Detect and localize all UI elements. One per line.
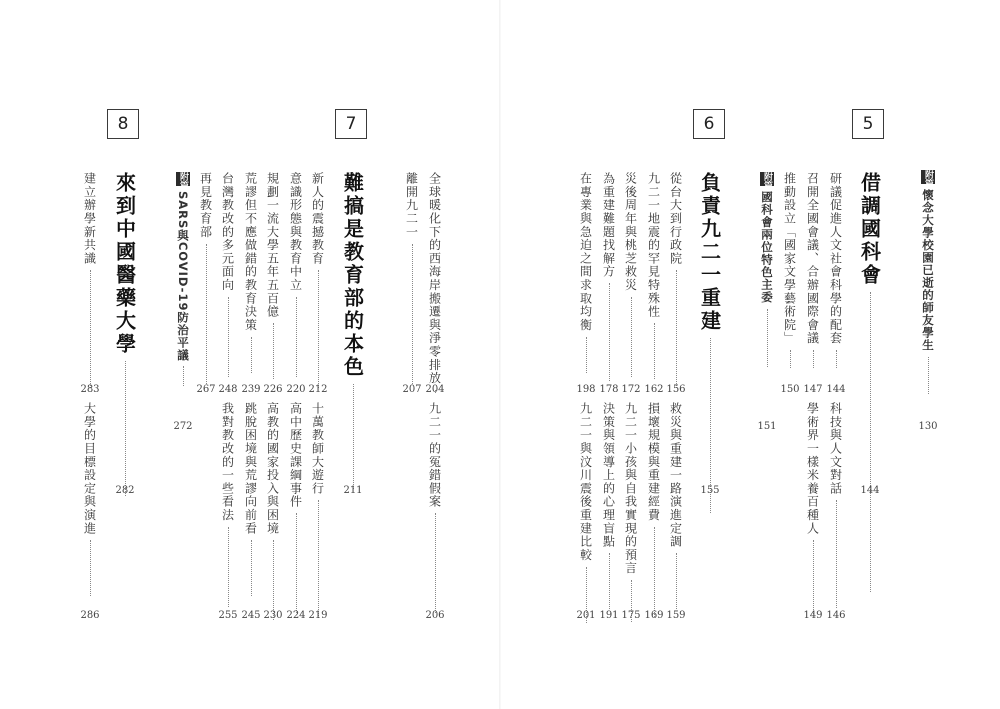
toc-entry-appendix-sars (173, 172, 193, 386)
page-number: 211 (343, 485, 363, 496)
dot-leader (790, 350, 791, 368)
page-number: 144 (826, 384, 846, 395)
entry-text: 離開九二一 (404, 172, 419, 239)
page-number: 201 (576, 610, 596, 621)
toc-entry (263, 172, 283, 379)
toc-entry (826, 172, 846, 368)
page-number: 198 (576, 384, 596, 395)
toc-entry (402, 172, 422, 384)
entry-text: 科技與人文對話 (828, 402, 843, 496)
toc-entry (803, 402, 823, 614)
dot-leader (125, 361, 126, 496)
chapter-number-8: 8 (107, 109, 139, 139)
toc-entry (803, 172, 823, 368)
toc-entry (308, 402, 328, 618)
dot-leader (318, 500, 319, 618)
entry-text: 荒謬但不應做錯的教育決策 (243, 172, 258, 332)
chapter-title-text: 難搞是教育部的本色 (340, 172, 365, 379)
page-number: 255 (218, 610, 238, 621)
chapter-title-text: 來到中國醫藥大學 (112, 172, 137, 356)
entry-text: 我對教改的一些看法 (220, 402, 235, 522)
entry-text: 災後周年與桃芝救災 (623, 172, 638, 292)
entry-text: 規劃一流大學五年五百億 (265, 172, 280, 319)
dot-leader (435, 513, 436, 613)
entry-text: 全球暖化下的西海岸搬遷與淨零排放 (427, 172, 442, 385)
dot-leader (296, 297, 297, 377)
toc-entry (263, 402, 283, 620)
chapter-number-5: 5 (852, 109, 884, 139)
toc-entry (241, 172, 261, 373)
entry-text: 跳脫困境與荒謬向前看 (243, 402, 258, 535)
toc-entry (644, 402, 664, 617)
page-number: 172 (621, 384, 641, 395)
toc-entry (286, 172, 306, 377)
toc-entry (621, 172, 641, 377)
entry-text: 學術界一樣米養百種人 (805, 402, 820, 535)
toc-entry (425, 402, 445, 613)
toc-entry (780, 172, 800, 368)
page-number: 151 (757, 421, 777, 432)
page-number: 224 (286, 610, 306, 621)
chapter-title-text: 借調國科會 (857, 172, 882, 287)
toc-entry (80, 402, 100, 596)
page-fold (499, 0, 501, 709)
entry-text: 建立辦學新共識 (82, 172, 97, 266)
dot-leader (412, 244, 413, 384)
page-number: 283 (80, 384, 100, 395)
chapter-number-6: 6 (693, 109, 725, 139)
dot-leader (631, 297, 632, 377)
toc-entry (218, 402, 238, 607)
entry-text: 九二一的冤錯假案 (427, 402, 442, 509)
entry-text: 意識形態與教育中立 (288, 172, 303, 292)
dot-leader (654, 527, 655, 617)
page-number: 239 (241, 384, 261, 395)
toc-entry (241, 402, 261, 596)
entry-text: 從台大到行政院 (668, 172, 683, 266)
toc-entry (599, 402, 619, 609)
chapter-8-title (112, 172, 137, 496)
dot-leader (870, 292, 871, 592)
page-number: 169 (644, 610, 664, 621)
page-number: 272 (173, 421, 193, 432)
toc-entry (576, 402, 596, 623)
page-number: 245 (241, 610, 261, 621)
entry-text: 研議促進人文社會科學的配套 (828, 172, 843, 345)
dot-leader (251, 540, 252, 596)
dot-leader (609, 283, 610, 381)
entry-text: 在專業與急迫之間求取均衡 (578, 172, 593, 332)
page-number: 175 (621, 610, 641, 621)
appendix-tag: 附篇 (923, 170, 933, 188)
entry-text: 九二一小孩與自我實現的預言 (623, 402, 638, 575)
toc-entry (218, 172, 238, 377)
page-number: 144 (860, 485, 880, 496)
dot-leader (251, 337, 252, 373)
entry-text: 懷念大學校園已逝的師友學生 (921, 189, 935, 352)
dot-leader (273, 323, 274, 379)
dot-leader (676, 270, 677, 388)
entry-text: 為重建難題找解方 (601, 172, 616, 279)
toc-entry (80, 172, 100, 388)
page-number: 212 (308, 384, 328, 395)
dot-leader (318, 270, 319, 388)
toc-entry (576, 172, 596, 373)
entry-text: 大學的目標設定與演進 (82, 402, 97, 535)
entry-text: 高教的國家投入與困境 (265, 402, 280, 535)
entry-text: 新人的震撼教育 (310, 172, 325, 266)
page-number: 149 (803, 610, 823, 621)
page-number: 155 (700, 485, 720, 496)
page-number: 226 (263, 384, 283, 395)
entry-text: 決策與領導上的心理盲點 (601, 402, 616, 549)
dot-leader (90, 540, 91, 596)
entry-text: 再見教育部 (198, 172, 213, 239)
chapter-6-title (697, 172, 722, 513)
page-number: 219 (308, 610, 328, 621)
entry-text: 損壞規模與重建經費 (646, 402, 661, 522)
dot-leader (183, 366, 184, 386)
page-number: 162 (644, 384, 664, 395)
dot-leader (813, 540, 814, 614)
dot-leader (586, 337, 587, 373)
page-number: 150 (780, 384, 800, 395)
entry-text: 國科會兩位特色主委 (760, 191, 774, 304)
dot-leader (228, 297, 229, 377)
chapter-7-title (340, 172, 365, 489)
dot-leader (273, 540, 274, 620)
page-number: 267 (196, 384, 216, 395)
page-number: 156 (666, 384, 686, 395)
entry-text: 救災與重建一路演進定調 (668, 402, 683, 549)
page-number: 130 (918, 421, 938, 432)
page-number: 248 (218, 384, 238, 395)
dot-leader (676, 553, 677, 609)
dot-leader (928, 357, 929, 394)
entry-text: 召開全國會議、合辦國際會議 (805, 172, 820, 345)
page-number: 159 (666, 610, 686, 621)
dot-leader (813, 350, 814, 368)
toc-entry (621, 402, 641, 622)
dot-leader (654, 323, 655, 379)
page-number: 286 (80, 610, 100, 621)
page-number: 207 (402, 384, 422, 395)
toc-entry (308, 172, 328, 388)
page-number: 204 (425, 384, 445, 395)
toc-entry (286, 402, 306, 613)
page-number: 206 (425, 610, 445, 621)
page-number: 191 (599, 610, 619, 621)
page-number: 220 (286, 384, 306, 395)
toc-entry-appendix-nsc (757, 172, 777, 367)
dot-leader (836, 350, 837, 368)
chapter-number-7: 7 (335, 109, 367, 139)
dot-leader (609, 553, 610, 609)
toc-entry (599, 172, 619, 381)
dot-leader (206, 244, 207, 384)
dot-leader (296, 513, 297, 613)
dot-leader (90, 270, 91, 388)
toc-entry (425, 172, 445, 393)
entry-text: 九二一地震的罕見特殊性 (646, 172, 661, 319)
chapter-5-title (857, 172, 882, 592)
dot-leader (353, 384, 354, 489)
entry-text: 高中歷史課綱事件 (288, 402, 303, 509)
toc-entry (644, 172, 664, 379)
toc-entry (666, 402, 686, 609)
dot-leader (836, 500, 837, 608)
toc-entry (666, 172, 686, 388)
toc-entry (196, 172, 216, 384)
toc-entry-memorial (918, 170, 938, 394)
page-number: 178 (599, 384, 619, 395)
toc-entry (826, 402, 846, 608)
entry-text: SARS與COVID-19防治平議 (176, 191, 190, 362)
page-number: 230 (263, 610, 283, 621)
chapter-title-text: 負責九二一重建 (697, 172, 722, 333)
entry-text: 十萬教師大遊行 (310, 402, 325, 496)
entry-text: 推動設立「國家文學藝術院」 (782, 172, 797, 345)
appendix-tag: 附篇 (178, 172, 188, 190)
entry-text: 九二一與汶川震後重建比較 (578, 402, 593, 562)
dot-leader (228, 527, 229, 607)
page-number: 282 (115, 485, 135, 496)
dot-leader (767, 309, 768, 367)
page-number: 146 (826, 610, 846, 621)
entry-text: 台灣教改的多元面向 (220, 172, 235, 292)
page-number: 147 (803, 384, 823, 395)
appendix-tag: 附篇 (762, 172, 772, 190)
